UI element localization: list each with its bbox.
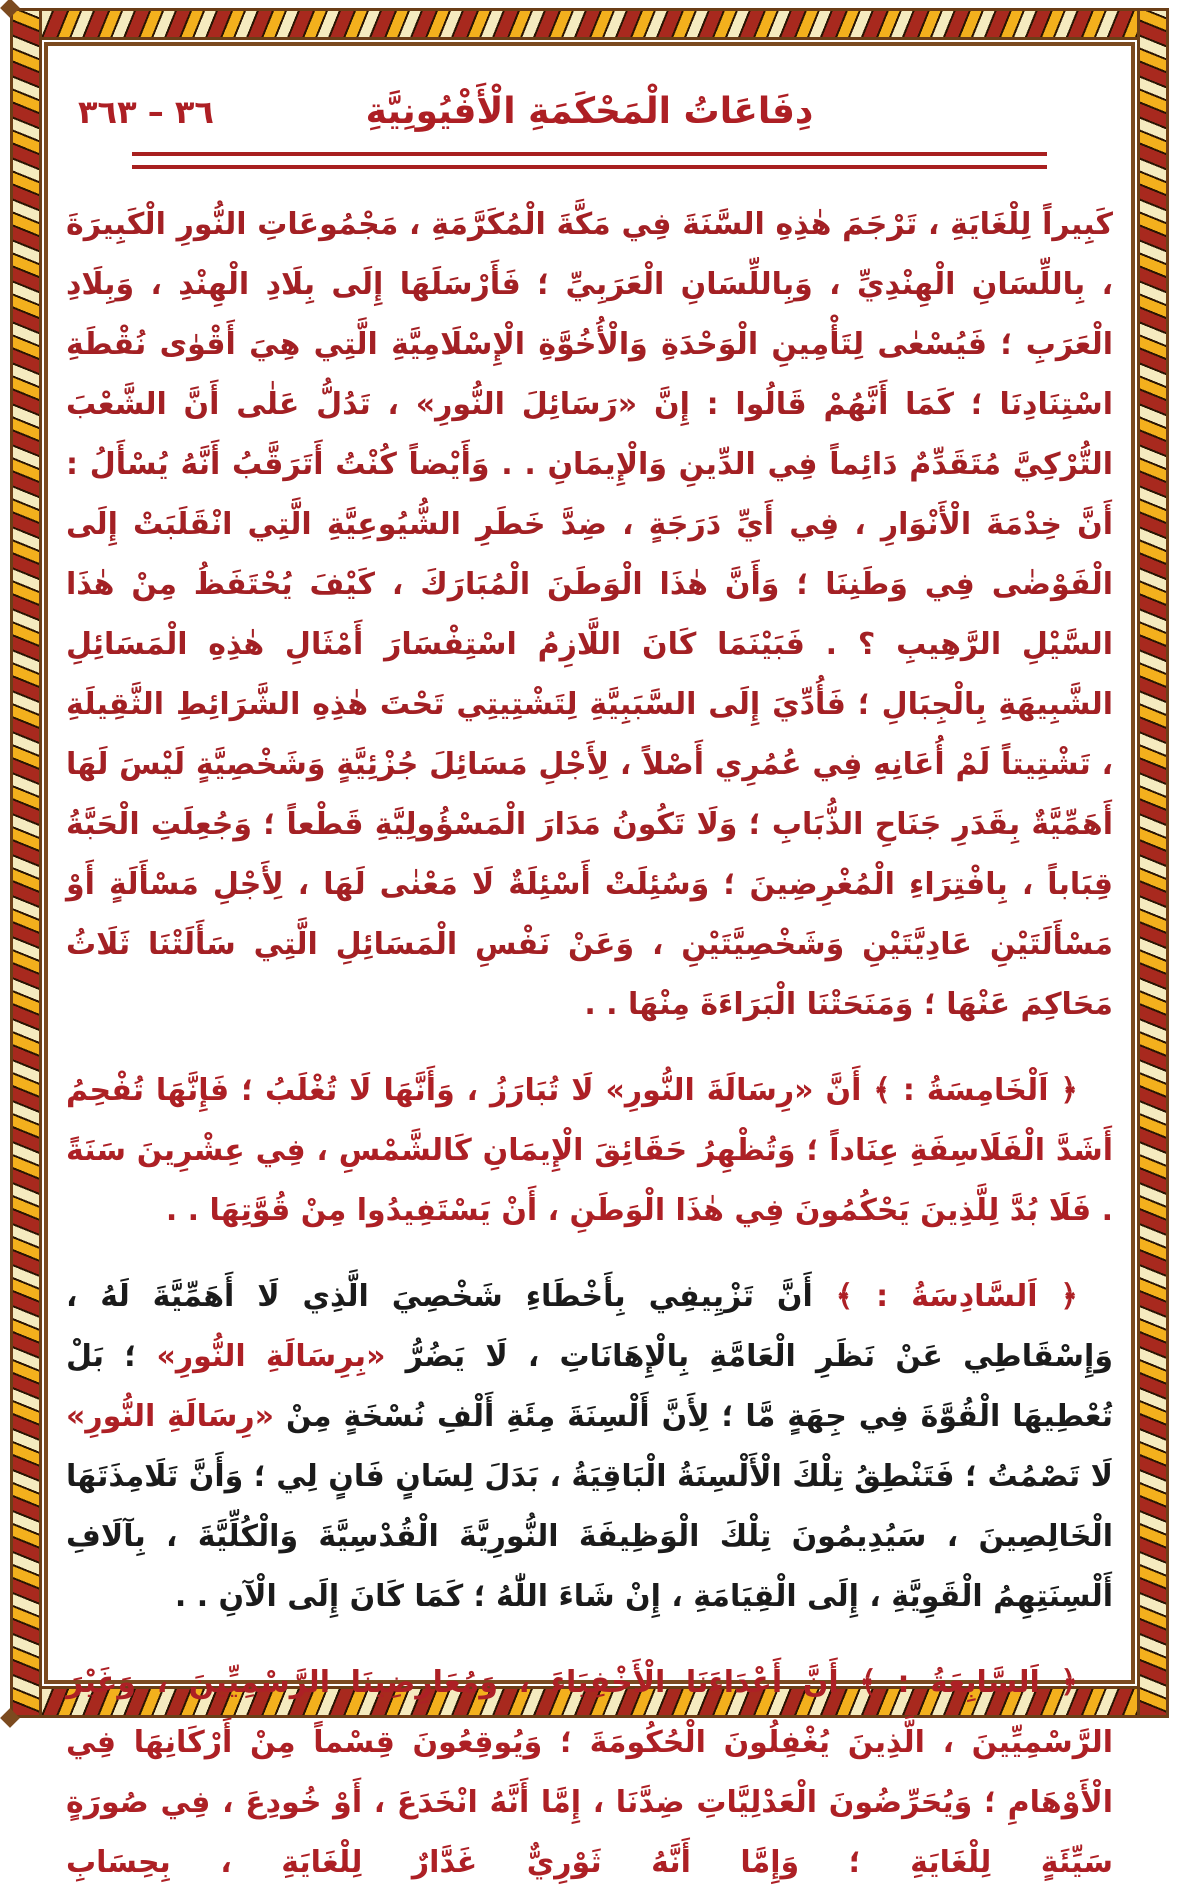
- text-segment: ﴿ اَلْخَامِسَةُ : ﴾ أَنَّ «رِسَالَةَ النُّورِ» لَا تُبَارَزُ ، وَأَنَّهَا لَا تُغْلَبُ ؛ فَإِنَّهَا تُفْحِمُ أَشَدَّ الْفَلَاسِفَةِ عِنَاداً ؛ وَتُظْهِرُ حَقَائِقَ الْإِيمَانِ كَالشَّمْسِ ، فِي عِشْرِينَ سَنَةً . فَلَا بُدَّ لِلَّذِينَ يَحْكُمُونَ فِي هٰذَا الْوَطَنِ ، أَنْ يَسْتَفِيدُوا مِنْ قُوَّتِهَا . .: [66, 1073, 1113, 1228]
- paragraph-p3: [66, 1267, 1113, 1627]
- page-header: [66, 84, 1113, 140]
- text-segment: «رِسَالَةِ النُّورِ»: [66, 1399, 275, 1434]
- ornamental-border-left: [10, 8, 42, 1718]
- document-page: [2, 0, 1177, 1880]
- text-segment: «بِرِسَالَةِ النُّورِ»: [156, 1339, 386, 1374]
- ornamental-border-top: [10, 8, 1169, 40]
- page-number-label: ٣٦ – ٣٦٣: [78, 93, 214, 131]
- paragraph-p2: [66, 1061, 1113, 1241]
- page-title: دِفَاعَاتُ الْمَحْكَمَةِ الْأَفْيُونِيَّةِ: [365, 91, 814, 132]
- text-segment: أَنَّ تَزْيِيفِي بِأَخْطَاءِ شَخْصِيَ الَّذِي لَا أَهَمِّيَّةَ لَهُ ، وَإِسْقَاطِي عَنْ نَظَرِ الْعَامَّةِ بِالْإِهَانَاتِ ، لَا يَضُرُّ: [66, 1279, 1113, 1374]
- paragraph-p4: [66, 1653, 1113, 1893]
- text-segment: ﴿ اَلسَّادِسَةُ : ﴾: [812, 1279, 1078, 1314]
- text-body: [66, 195, 1113, 1880]
- ornamental-border-right: [1137, 8, 1169, 1718]
- page-content: [66, 52, 1113, 1880]
- text-segment: كَبِيراً لِلْغَايَةِ ، تَرْجَمَ هٰذِهِ السَّنَةَ فِي مَكَّةَ الْمُكَرَّمَةِ ، مَجْمُوعَاتِ النُّورِ الْكَبِيرَةَ ، بِاللِّسَانِ الْهِنْدِيِّ ، وَبِاللِّسَانِ الْعَرَبِيِّ ؛ فَأَرْسَلَهَا إِلَى بِلَادِ الْهِنْدِ ، وَبِلَادِ الْعَرَبِ ؛ فَيُسْعٰى لِتَأْمِينِ الْوَحْدَةِ وَالْأُخُوَّةِ الْإِسْلَامِيَّةِ الَّتِي هِيَ أَقْوٰى نُقْطَةِ اسْتِنَادِنَا ؛ كَمَا أَنَّهُمْ قَالُوا : إِنَّ «رَسَائِلَ النُّورِ» ، تَدُلُّ عَلٰى أَنَّ الشَّعْبَ التُّرْكِيَّ مُتَقَدِّمٌ دَائِماً فِي الدِّينِ وَالْإِيمَانِ . . وَأَيْضاً كُنْتُ أَتَرَقَّبُ أَنَّهُ يُسْأَلُ : أَنَّ خِدْمَةَ الْأَنْوَارِ ، فِي أَيِّ دَرَجَةٍ ، ضِدَّ خَطَرِ الشُّيُوعِيَّةِ الَّتِي انْقَلَبَتْ إِلَى الْفَوْضٰى فِي وَطَنِنَا ؛ وَأَنَّ هٰذَا الْوَطَنَ الْمُبَارَكَ ، كَيْفَ يُحْتَفَظُ مِنْ هٰذَا السَّيْلِ الرَّهِيبِ ؟ . فَبَيْنَمَا كَانَ اللَّازِمُ اسْتِفْسَارَ أَمْثَالِ هٰذِهِ الْمَسَائِلِ الشَّبِيهَةِ بِالْجِبَالِ ؛ فَأُدِّيَ إِلَى السَّبَبِيَّةِ لِتَشْتِيتِي تَحْتَ هٰذِهِ الشَّرَائِطِ الثَّقِيلَةِ ، تَشْتِيتاً لَمْ أُعَانِهِ فِي عُمُرِي أَصْلاً ، لِأَجْلِ مَسَائِلَ جُزْئِيَّةٍ وَشَخْصِيَّةٍ لَيْسَ لَهَا أَهَمِّيَّةٌ بِقَدَرِ جَنَاحِ الذُّبَابِ ؛ وَلَا تَكُونُ مَدَارَ الْمَسْؤُولِيَّةِ قَطْعاً ؛ وَجُعِلَتِ الْحَبَّةُ قِبَاباً ، بِافْتِرَاءِ الْمُغْرِضِينَ ؛ وَسُئِلَتْ أَسْئِلَةٌ لَا مَعْنٰى لَهَا ، لِأَجْلِ مَسْأَلَةٍ أَوْ مَسْأَلَتَيْنِ عَادِيَّتَيْنِ وَشَخْصِيَّتَيْنِ ، وَعَنْ نَفْسِ الْمَسَائِلِ الَّتِي سَأَلَتْنَا ثَلَاثُ مَحَاكِمَ عَنْهَا ؛ وَمَنَحَتْنَا الْبَرَاءَةَ مِنْهَا . .: [66, 207, 1113, 1022]
- text-segment: لَا تَصْمُتُ ؛ فَتَنْطِقُ تِلْكَ الْأَلْسِنَةُ الْبَاقِيَةُ ، بَدَلَ لِسَانٍ فَانٍ لِي ؛ وَأَنَّ تَلَامِذَتَهَا الْخَالِصِينَ ، سَيُدِيمُونَ تِلْكَ الْوَظِيفَةَ النُّورِيَّةَ الْقُدْسِيَّةَ وَالْكُلِّيَّةَ ، بِآلَافِ أَلْسِنَتِهِمُ الْقَوِيَّةِ ، إِلَى الْقِيَامَةِ ، إِنْ شَاءَ اللّٰهُ ؛ كَمَا كَانَ إِلَى الْآنِ . .: [66, 1459, 1113, 1614]
- header-divider-rule: [132, 152, 1047, 169]
- text-segment: ؛ بَلْ تُعْطِيهَا الْقُوَّةَ فِي جِهَةٍ مَّا ؛ لِأَنَّ أَلْسِنَةَ مِئَةِ أَلْفِ نُسْخَةٍ مِنْ: [66, 1339, 1113, 1434]
- paragraph-p1: [66, 195, 1113, 1035]
- text-segment: ﴿ اَلسَّابِعَةُ : ﴾ أَنَّ أَعْدَاءَنَا الْأَخْفِيَاءَ ، وَمُعَارِضِينَا الرَّسْمِيِّينَ ، وَغَيْرَ الرَّسْمِيِّينَ ، الَّذِينَ يُغْفِلُونَ الْحُكُومَةَ ؛ وَيُوقِعُونَ قِسْماً مِنْ أَرْكَانِهَا فِي الْأَوْهَامِ ؛ وَيُحَرِّضُونَ الْعَدْلِيَّاتِ ضِدَّنَا ، إِمَّا أَنَّهُ انْخَدَعَ ، أَوْ خُودِعَ ، فِي صُورَةٍ سَيِّئَةٍ لِلْغَايَةِ ؛ وَإِمَّا أَنَّهُ ثَوْرِيٌّ غَدَّارٌ لِلْغَايَةِ ، بِحِسَابِ: [66, 1665, 1113, 1880]
